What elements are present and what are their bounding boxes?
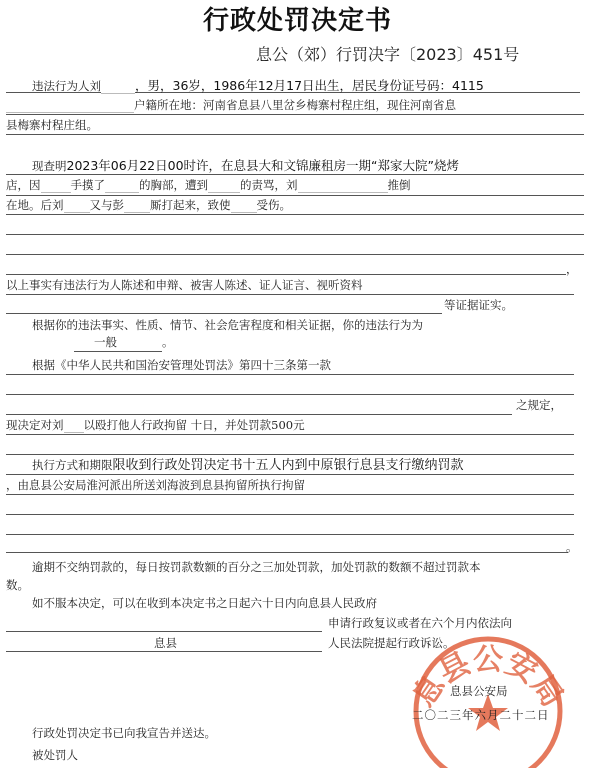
document-title: 行政处罚决定书	[202, 6, 392, 36]
facts-line-2: 店，因 手摸了 的胸部，遭到 的责骂，刘 推倒	[6, 178, 411, 192]
form-line	[6, 454, 574, 455]
form-line	[74, 351, 162, 352]
judgment-period: 。	[162, 335, 174, 349]
legal-basis-line-1: 根据《中华人民共和国治安管理处罚法》第四十三条第一款	[32, 358, 331, 372]
appeal-line-2: 申请行政复议或者在六个月内依法向	[328, 616, 512, 630]
judgment-line-1: 根据你的违法事实、性质、情节、社会危害程度和相关证据，你的违法行为为	[32, 318, 423, 332]
issue-date: 二〇二三年六月二十二日	[412, 708, 550, 722]
form-line	[6, 254, 584, 255]
form-line	[6, 631, 322, 632]
form-line	[6, 414, 512, 415]
evidence-line-2: 等证据证实。	[444, 298, 513, 312]
form-line	[6, 114, 584, 115]
form-line	[6, 294, 574, 295]
form-line	[6, 195, 584, 196]
redacted-name	[101, 81, 135, 94]
execution-line-1: 执行方式和期限限收到行政处罚决定书十五人内到中原银行息县支行缴纳罚款	[32, 458, 464, 473]
form-line	[6, 234, 584, 235]
delivery-line-2: 被处罚人	[32, 748, 78, 762]
appeal-line-1: 如不服本决定，可以在收到本决定书之日起六十日内向息县人民政府	[32, 596, 377, 610]
legal-basis-suffix: 之规定，	[516, 398, 562, 412]
appeal-line-3: 人民法院提起行政诉讼。	[328, 636, 455, 650]
form-line	[6, 534, 574, 535]
delivery-line-1: 行政处罚决定书已向我宣告并送达。	[32, 726, 216, 740]
facts-line-1: 现查明2023年06月22日00时许，在息县大和文锦廉租房一期“郑家大院”烧烤	[32, 158, 459, 173]
form-line	[6, 494, 574, 495]
appeal-court: 息县	[154, 636, 177, 650]
form-line	[6, 174, 584, 175]
evidence-line-1: 以上事实有违法行为人陈述和申辩、被害人陈述、证人证言、视听资料	[6, 278, 363, 292]
decision-line: 现决定对刘 以殴打他人行政拘留 十日，并处罚款500元	[6, 418, 305, 432]
form-line	[6, 274, 566, 275]
form-line	[6, 394, 574, 395]
violator-line-1: 违法行为人刘 ，男，36岁，1986年12月17日出生，居民身份证号码：4115	[32, 78, 484, 93]
execution-line-2: ，由息县公安局淮河派出所送刘海波到息县拘留所执行拘留	[6, 478, 305, 492]
redacted-id	[6, 100, 134, 113]
late-payment-line-2: 数。	[6, 578, 29, 592]
issuing-agency: 息县公安局	[450, 684, 508, 698]
execution-period: 。	[566, 540, 578, 554]
evidence-comma: ，	[566, 262, 578, 276]
form-line	[6, 651, 322, 652]
late-payment-line-1: 逾期不交纳罚款的，每日按罚款数额的百分之三加处罚款，加处罚款的数额不超过罚款本	[32, 560, 481, 574]
form-line	[6, 313, 442, 314]
facts-line-3: 在地。后刘 又与彭 厮打起来，致使 受伤。	[6, 198, 291, 212]
form-line	[6, 514, 574, 515]
document-number: 息公（郊）行罚决字〔2023〕451号	[256, 45, 520, 64]
form-line	[6, 214, 584, 215]
form-line	[6, 552, 568, 553]
form-line	[6, 374, 574, 375]
form-line	[6, 134, 584, 135]
severity-value: 一般	[94, 335, 117, 349]
form-line	[6, 474, 574, 475]
seal-text: 息县公安局	[406, 642, 570, 714]
form-line	[6, 434, 574, 435]
violator-line-3: 县梅寨村程庄组。	[6, 118, 98, 132]
violator-line-2: 户籍所在地：河南省息县八里岔乡梅寨村程庄组，现住河南省息	[6, 98, 456, 113]
